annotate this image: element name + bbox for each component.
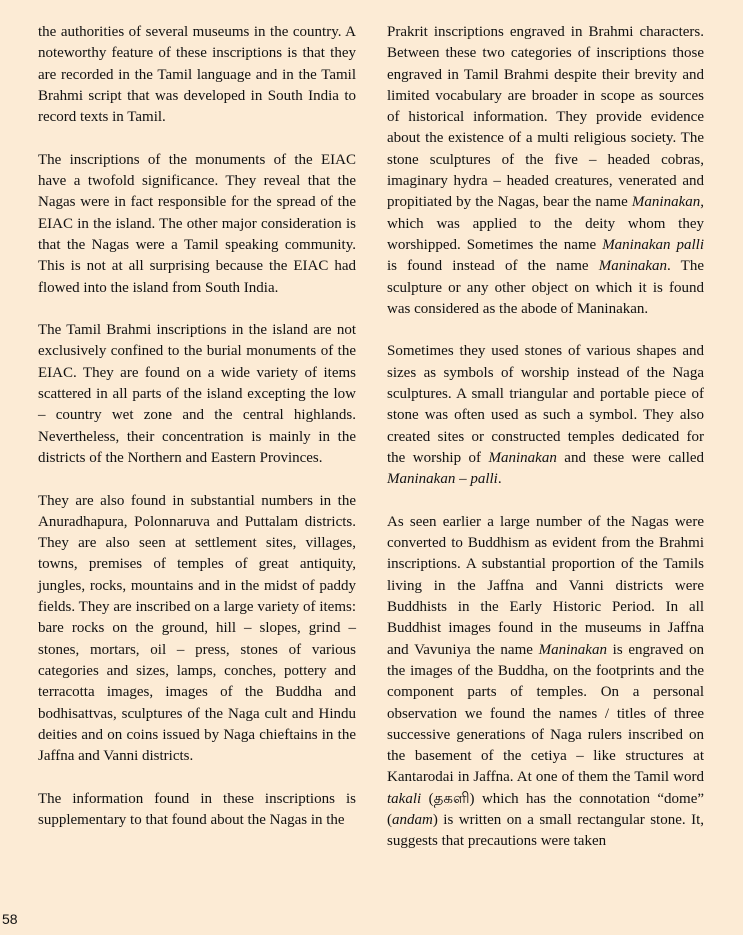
- paragraph: The inscriptions of the monuments of the EIAC have a twofold significance. They reveal that the Nagas were in fact responsible for the spread of the EIAC in the island. The other major consideration is that the Nagas were a Tamil speaking community. This is not at all surprising because the EIAC had flowed into the island from South India.: [38, 151, 356, 296]
- paragraph: the authorities of several museums in the country. A noteworthy feature of these inscriptions is that they are recorded in the Tamil language and in the Tamil Brahmi script that was developed in South India to record texts in Tamil.: [38, 24, 356, 126]
- italic-term: Maninakan: [631, 194, 701, 211]
- left-column: [38, 22, 356, 831]
- text-run: (தகளி) which has the connotation “dome” (: [387, 790, 705, 828]
- italic-term: Maninakan palli: [602, 236, 705, 253]
- italic-term: andam: [392, 811, 433, 828]
- text-run: ) is written on a small rectangular stone. It, suggests that precautions were taken: [387, 811, 704, 850]
- text-run: is found instead of the name: [387, 258, 589, 275]
- paragraph: [387, 22, 704, 320]
- paragraph: The Tamil Brahmi inscriptions in the island are not exclusively confined to the burial monuments of the EIAC. They are found on a wide variety of items scattered in all parts of the island excepting the low – country wet zone and the central highlands. Nevertheless, their concentration is mainly in the districts of the Northern and Eastern Provinces.: [38, 322, 356, 466]
- paragraph: The information found in these inscriptions is supplementary to that found about the Nagas in the: [38, 790, 356, 828]
- text-run: .: [497, 471, 502, 488]
- italic-term: Maninakan: [598, 258, 668, 275]
- page-number: 58: [2, 911, 18, 927]
- paragraph: They are also found in substantial numbers in the Anuradhapura, Polonnaruva and Puttalam districts. They are also seen at settlement sites, villages, towns, premises of temples of great antiquity, jungles, rocks, mountains and in the midst of paddy fields. They are inscribed on a large variety of items: bare rocks on the ground, hill – slopes, grind – stones, mortars, oil – press, stones of various categories and sizes, lamps, conches, pottery and terracotta images, images of the Buddha and bodhisattvas, sculptures of the Naga cult and Hindu deities and on coins issued by Naga chieftains in the Jaffna and Vanni districts.: [38, 492, 356, 765]
- italic-term: Maninakan: [538, 641, 607, 658]
- text-run: As seen earlier a large number of the Nagas were converted to Buddhism as evident from the Brahmi inscriptions. A substantial proportion of the Tamils living in the Jaffna and Vanni districts were Buddhists in the Early Historic Period. In all Buddhist images found in the museums in Jaffna and Vavuniya the name: [387, 513, 704, 658]
- paragraph: [387, 512, 704, 853]
- text-run: is engraved on the images of the Buddha, on the footprints and the component parts of temples. On a personal observation we found the names / titles of three successive generations of Naga rulers inscribed on the basement of the cetiya – like structures at Kantarodai in Jaffna. At one of them the Tamil word: [387, 641, 705, 786]
- paragraph: [387, 341, 704, 490]
- text-run: Prakrit inscriptions engraved in Brahmi characters. Between these two categories of inscriptions those engraved in Tamil Brahmi despite their brevity and limited vocabulary are broader in scope as sources of historical information. They provide evidence about the existence of a multi religious society. The stone sculptures of the five – headed cobras, imaginary hydra – headed creatures, venerated and propitiated by the Nagas, bear the name: [387, 24, 704, 211]
- italic-term: Maninakan – palli: [387, 471, 498, 488]
- text-run: and these were called: [564, 449, 705, 466]
- text-run: . The sculpture or any other object on which it is found was considered as the abode of Maninakan.: [387, 258, 704, 317]
- text-run: , which was applied to the deity whom they worshipped. Sometimes the name: [387, 194, 704, 253]
- italic-term: Maninakan: [488, 449, 557, 466]
- right-column: [387, 22, 704, 853]
- italic-term: takali: [387, 790, 422, 807]
- text-run: Sometimes they used stones of various shapes and sizes as symbols of worship instead of the Naga sculptures. A small triangular and portable piece of stone was often used as such a symbol. They also created sites or constructed temples dedicated for the worship of: [387, 343, 704, 466]
